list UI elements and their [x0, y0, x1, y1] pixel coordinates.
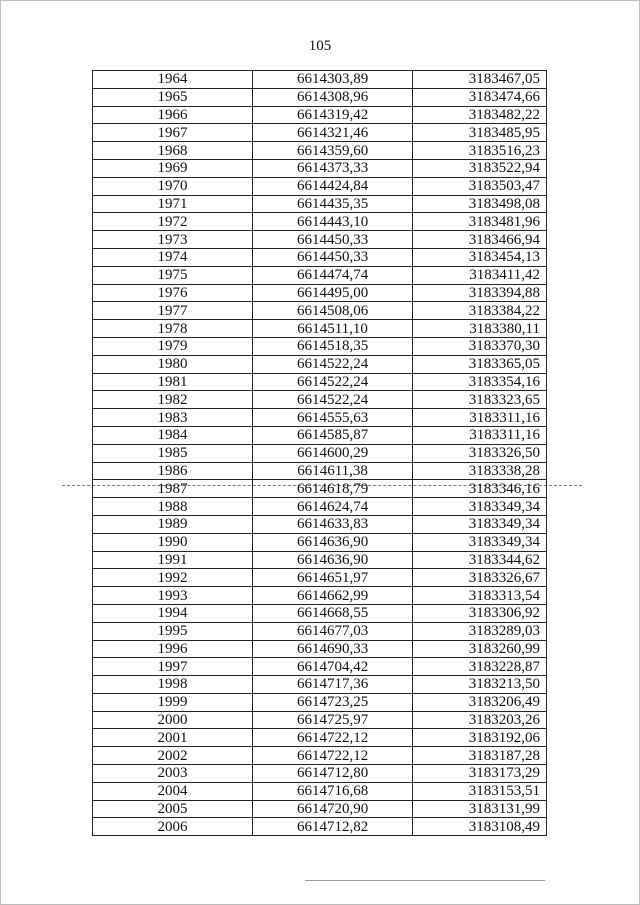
- x-coordinate-cell: 6614636,90: [253, 551, 413, 569]
- point-number-cell: 1971: [93, 195, 253, 213]
- point-number-cell: 1992: [93, 569, 253, 587]
- table-row: [93, 409, 547, 427]
- point-number-cell: 1993: [93, 587, 253, 605]
- point-number-cell: 1978: [93, 320, 253, 338]
- point-number-cell: 1997: [93, 658, 253, 676]
- x-coordinate-cell: 6614636,90: [253, 533, 413, 551]
- x-coordinate-cell: 6614555,63: [253, 409, 413, 427]
- point-number-cell: 1977: [93, 302, 253, 320]
- table-row: [93, 711, 547, 729]
- y-coordinate-cell: 3183323,65: [413, 391, 547, 409]
- x-coordinate-cell: 6614319,42: [253, 106, 413, 124]
- point-number-cell: 2003: [93, 765, 253, 783]
- table-row: [93, 124, 547, 142]
- table-row: [93, 747, 547, 765]
- x-coordinate-cell: 6614725,97: [253, 711, 413, 729]
- x-coordinate-cell: 6614712,80: [253, 765, 413, 783]
- y-coordinate-cell: 3183370,30: [413, 337, 547, 355]
- y-coordinate-cell: 3183153,51: [413, 782, 547, 800]
- y-coordinate-cell: 3183365,05: [413, 355, 547, 373]
- x-coordinate-cell: 6614722,12: [253, 747, 413, 765]
- x-coordinate-cell: 6614662,99: [253, 587, 413, 605]
- point-number-cell: 1988: [93, 498, 253, 516]
- bottom-rule: [305, 880, 545, 881]
- x-coordinate-cell: 6614508,06: [253, 302, 413, 320]
- y-coordinate-cell: 3183311,16: [413, 426, 547, 444]
- y-coordinate-cell: 3183173,29: [413, 765, 547, 783]
- y-coordinate-cell: 3183411,42: [413, 266, 547, 284]
- table-row: [93, 604, 547, 622]
- table-row: [93, 640, 547, 658]
- point-number-cell: 1990: [93, 533, 253, 551]
- table-row: [93, 320, 547, 338]
- x-coordinate-cell: 6614722,12: [253, 729, 413, 747]
- y-coordinate-cell: 3183131,99: [413, 800, 547, 818]
- point-number-cell: 1967: [93, 124, 253, 142]
- y-coordinate-cell: 3183346,16: [413, 480, 547, 498]
- y-coordinate-cell: 3183485,95: [413, 124, 547, 142]
- table-row: [93, 569, 547, 587]
- y-coordinate-cell: 3183349,34: [413, 498, 547, 516]
- point-number-cell: 1965: [93, 88, 253, 106]
- table-row: [93, 498, 547, 516]
- point-number-cell: 1995: [93, 622, 253, 640]
- x-coordinate-cell: 6614611,38: [253, 462, 413, 480]
- x-coordinate-cell: 6614723,25: [253, 693, 413, 711]
- y-coordinate-cell: 3183228,87: [413, 658, 547, 676]
- point-number-cell: 1989: [93, 515, 253, 533]
- y-coordinate-cell: 3183384,22: [413, 302, 547, 320]
- point-number-cell: 1979: [93, 337, 253, 355]
- y-coordinate-cell: 3183467,05: [413, 71, 547, 89]
- table-row: [93, 818, 547, 836]
- table-row: [93, 231, 547, 249]
- table-row: [93, 533, 547, 551]
- x-coordinate-cell: 6614522,24: [253, 355, 413, 373]
- x-coordinate-cell: 6614450,33: [253, 248, 413, 266]
- point-number-cell: 1972: [93, 213, 253, 231]
- table-row: [93, 391, 547, 409]
- table-row: [93, 444, 547, 462]
- y-coordinate-cell: 3183338,28: [413, 462, 547, 480]
- x-coordinate-cell: 6614321,46: [253, 124, 413, 142]
- table-row: [93, 284, 547, 302]
- x-coordinate-cell: 6614717,36: [253, 676, 413, 694]
- x-coordinate-cell: 6614668,55: [253, 604, 413, 622]
- table-row: [93, 515, 547, 533]
- table-row: [93, 248, 547, 266]
- x-coordinate-cell: 6614518,35: [253, 337, 413, 355]
- point-number-cell: 1980: [93, 355, 253, 373]
- x-coordinate-cell: 6614303,89: [253, 71, 413, 89]
- table-row: [93, 142, 547, 160]
- x-coordinate-cell: 6614618,79: [253, 480, 413, 498]
- point-number-cell: 1991: [93, 551, 253, 569]
- point-number-cell: 1966: [93, 106, 253, 124]
- table-body: [93, 71, 547, 836]
- y-coordinate-cell: 3183306,92: [413, 604, 547, 622]
- x-coordinate-cell: 6614651,97: [253, 569, 413, 587]
- x-coordinate-cell: 6614495,00: [253, 284, 413, 302]
- table-row: [93, 71, 547, 89]
- y-coordinate-cell: 3183474,66: [413, 88, 547, 106]
- coordinates-table: [92, 70, 547, 836]
- x-coordinate-cell: 6614716,68: [253, 782, 413, 800]
- table-row: [93, 551, 547, 569]
- table-row: [93, 693, 547, 711]
- y-coordinate-cell: 3183482,22: [413, 106, 547, 124]
- y-coordinate-cell: 3183498,08: [413, 195, 547, 213]
- table-row: [93, 426, 547, 444]
- point-number-cell: 1970: [93, 177, 253, 195]
- x-coordinate-cell: 6614585,87: [253, 426, 413, 444]
- y-coordinate-cell: 3183313,54: [413, 587, 547, 605]
- x-coordinate-cell: 6614600,29: [253, 444, 413, 462]
- table-row: [93, 676, 547, 694]
- point-number-cell: 1973: [93, 231, 253, 249]
- x-coordinate-cell: 6614450,33: [253, 231, 413, 249]
- x-coordinate-cell: 6614511,10: [253, 320, 413, 338]
- table-row: [93, 765, 547, 783]
- table-row: [93, 355, 547, 373]
- table-row: [93, 480, 547, 498]
- x-coordinate-cell: 6614624,74: [253, 498, 413, 516]
- table-row: [93, 373, 547, 391]
- x-coordinate-cell: 6614424,84: [253, 177, 413, 195]
- x-coordinate-cell: 6614677,03: [253, 622, 413, 640]
- point-number-cell: 2005: [93, 800, 253, 818]
- point-number-cell: 1982: [93, 391, 253, 409]
- y-coordinate-cell: 3183213,50: [413, 676, 547, 694]
- table-row: [93, 159, 547, 177]
- y-coordinate-cell: 3183522,94: [413, 159, 547, 177]
- y-coordinate-cell: 3183206,49: [413, 693, 547, 711]
- table-row: [93, 587, 547, 605]
- y-coordinate-cell: 3183481,96: [413, 213, 547, 231]
- y-coordinate-cell: 3183466,94: [413, 231, 547, 249]
- y-coordinate-cell: 3183260,99: [413, 640, 547, 658]
- table-row: [93, 106, 547, 124]
- point-number-cell: 1985: [93, 444, 253, 462]
- x-coordinate-cell: 6614443,10: [253, 213, 413, 231]
- table-row: [93, 622, 547, 640]
- x-coordinate-cell: 6614435,35: [253, 195, 413, 213]
- y-coordinate-cell: 3183326,50: [413, 444, 547, 462]
- y-coordinate-cell: 3183289,03: [413, 622, 547, 640]
- y-coordinate-cell: 3183344,62: [413, 551, 547, 569]
- y-coordinate-cell: 3183326,67: [413, 569, 547, 587]
- table-row: [93, 266, 547, 284]
- point-number-cell: 1981: [93, 373, 253, 391]
- point-number-cell: 1984: [93, 426, 253, 444]
- x-coordinate-cell: 6614704,42: [253, 658, 413, 676]
- table-row: [93, 462, 547, 480]
- x-coordinate-cell: 6614359,60: [253, 142, 413, 160]
- point-number-cell: 1987: [93, 480, 253, 498]
- y-coordinate-cell: 3183192,06: [413, 729, 547, 747]
- point-number-cell: 1986: [93, 462, 253, 480]
- y-coordinate-cell: 3183394,88: [413, 284, 547, 302]
- x-coordinate-cell: 6614373,33: [253, 159, 413, 177]
- x-coordinate-cell: 6614720,90: [253, 800, 413, 818]
- table-row: [93, 88, 547, 106]
- point-number-cell: 1974: [93, 248, 253, 266]
- y-coordinate-cell: 3183187,28: [413, 747, 547, 765]
- page-number: 105: [308, 38, 332, 54]
- point-number-cell: 1994: [93, 604, 253, 622]
- table-row: [93, 729, 547, 747]
- table-row: [93, 302, 547, 320]
- point-number-cell: 2002: [93, 747, 253, 765]
- point-number-cell: 1975: [93, 266, 253, 284]
- x-coordinate-cell: 6614633,83: [253, 515, 413, 533]
- point-number-cell: 2004: [93, 782, 253, 800]
- y-coordinate-cell: 3183108,49: [413, 818, 547, 836]
- x-coordinate-cell: 6614690,33: [253, 640, 413, 658]
- point-number-cell: 2000: [93, 711, 253, 729]
- x-coordinate-cell: 6614308,96: [253, 88, 413, 106]
- y-coordinate-cell: 3183516,23: [413, 142, 547, 160]
- x-coordinate-cell: 6614474,74: [253, 266, 413, 284]
- y-coordinate-cell: 3183349,34: [413, 533, 547, 551]
- point-number-cell: 1983: [93, 409, 253, 427]
- point-number-cell: 2001: [93, 729, 253, 747]
- x-coordinate-cell: 6614522,24: [253, 373, 413, 391]
- y-coordinate-cell: 3183311,16: [413, 409, 547, 427]
- point-number-cell: 1964: [93, 71, 253, 89]
- y-coordinate-cell: 3183349,34: [413, 515, 547, 533]
- table-row: [93, 195, 547, 213]
- table-row: [93, 177, 547, 195]
- point-number-cell: 1969: [93, 159, 253, 177]
- point-number-cell: 1976: [93, 284, 253, 302]
- point-number-cell: 1968: [93, 142, 253, 160]
- point-number-cell: 1996: [93, 640, 253, 658]
- x-coordinate-cell: 6614522,24: [253, 391, 413, 409]
- y-coordinate-cell: 3183380,11: [413, 320, 547, 338]
- table-row: [93, 800, 547, 818]
- point-number-cell: 1999: [93, 693, 253, 711]
- table-row: [93, 658, 547, 676]
- point-number-cell: 2006: [93, 818, 253, 836]
- y-coordinate-cell: 3183503,47: [413, 177, 547, 195]
- table-row: [93, 782, 547, 800]
- table-row: [93, 213, 547, 231]
- point-number-cell: 1998: [93, 676, 253, 694]
- y-coordinate-cell: 3183203,26: [413, 711, 547, 729]
- table-row: [93, 337, 547, 355]
- y-coordinate-cell: 3183354,16: [413, 373, 547, 391]
- y-coordinate-cell: 3183454,13: [413, 248, 547, 266]
- x-coordinate-cell: 6614712,82: [253, 818, 413, 836]
